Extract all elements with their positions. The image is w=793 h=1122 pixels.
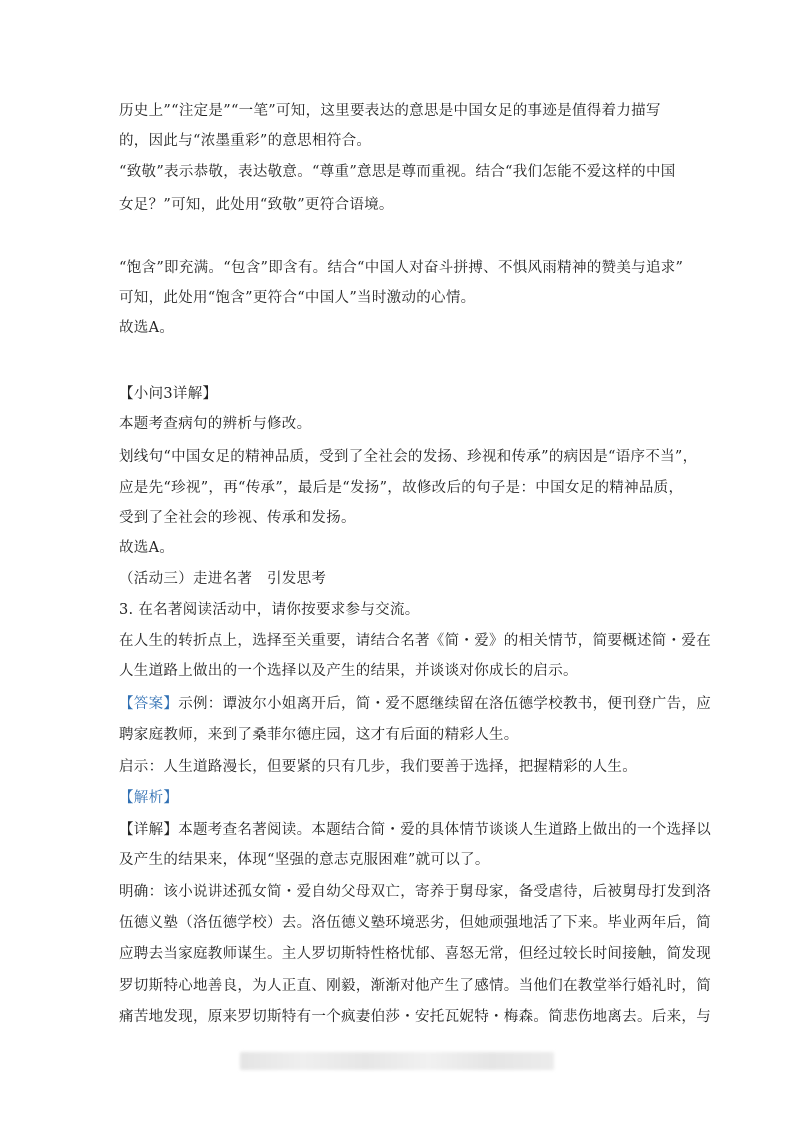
answer-line (119, 694, 711, 714)
text-line: 划线句“中国女足的精神品质，受到了全社会的发扬、珍视和传承”的病因是“语序不当”， (119, 449, 698, 465)
answer-line: 启示：人生道路漫长，但要紧的只有几步，我们要善于选择，把握精彩的人生。 (119, 759, 637, 775)
text-line: “致敬”表示恭敬，表达敬意。“尊重”意思是尊而重视。结合“我们怎能不爱这样的中国 (119, 164, 676, 180)
question-line: 3. 在名著阅读活动中，请你按要求参与交流。 (119, 602, 420, 618)
text-line: 故选A。 (119, 540, 175, 556)
text-line: 应是先“珍视”，再“传承”，最后是“发扬”，故修改后的句子是：中国女足的精神品质， (119, 480, 684, 496)
text-line: 的，因此与“浓墨重彩”的意思相符合。 (119, 133, 372, 149)
text-line: 历史上”“注定是”“一笔”可知，这里要表达的意思是中国女足的事迹是值得着力描写 (119, 103, 661, 119)
section-heading: 【小问3详解】 (119, 386, 218, 402)
text-line: 本题考查病句的辨析与修改。 (119, 416, 312, 432)
text-line: 罗切斯特心地善良，为人正直、刚毅，渐渐对他产生了感情。当他们在教堂举行婚礼时，简 (119, 978, 711, 994)
blurred-watermark (240, 1052, 554, 1070)
answer-text: 示例：谭波尔小姐离开后，简・爱不愿继续留在洛伍德学校教书，便刊登广告，应 (178, 696, 711, 712)
text-line: 女足？”可知，此处用“致敬”更符合语境。 (119, 197, 394, 213)
text-line: 应聘去当家庭教师谋生。主人罗切斯特性格忧郁、喜怒无常，但经过较长时间接触，简发现 (119, 946, 711, 962)
question-line: 人生道路上做出的一个选择以及产生的结果，并谈谈对你成长的启示。 (119, 663, 578, 679)
question-line: 在人生的转折点上，选择至关重要，请结合名著《简・爱》的相关情节，简要概述简・爱在 (119, 633, 711, 649)
answer-tag: 【答案】 (119, 696, 179, 712)
activity-heading: （活动三）走进名著 引发思考 (119, 571, 327, 587)
text-line: 痛苦地发现，原来罗切斯特有一个疯妻伯莎・安托瓦妮特・梅森。简悲伤地离去。后来，与 (119, 1009, 711, 1025)
text-line: 故选A。 (119, 320, 175, 336)
answer-line: 聘家庭教师，来到了桑菲尔德庄园，这才有后面的精彩人生。 (119, 727, 519, 743)
analysis-tag: 【解析】 (119, 790, 179, 806)
text-line: 受到了全社会的珍视、传承和发扬。 (119, 510, 356, 526)
text-line: 可知，此处用“饱含”更符合“中国人”当时激动的心情。 (119, 290, 476, 306)
text-line: 【详解】本题考查名著阅读。本题结合简・爱的具体情节谈谈人生道路上做出的一个选择以 (119, 822, 711, 838)
text-line: 及产生的结果来，体现“坚强的意志克服困难”就可以了。 (119, 852, 490, 868)
text-line: 伍德义塾（洛伍德学校）去。洛伍德义塾环境恶劣，但她顽强地活了下来。毕业两年后，简 (119, 915, 711, 931)
text-line: “饱含”即充满。“包含”即含有。结合“中国人对奋斗拼搏、不惧风雨精神的赞美与追求” (119, 260, 684, 276)
text-line: 明确：该小说讲述孤女简・爱自幼父母双亡，寄养于舅母家，备受虐待，后被舅母打发到洛 (119, 884, 711, 900)
